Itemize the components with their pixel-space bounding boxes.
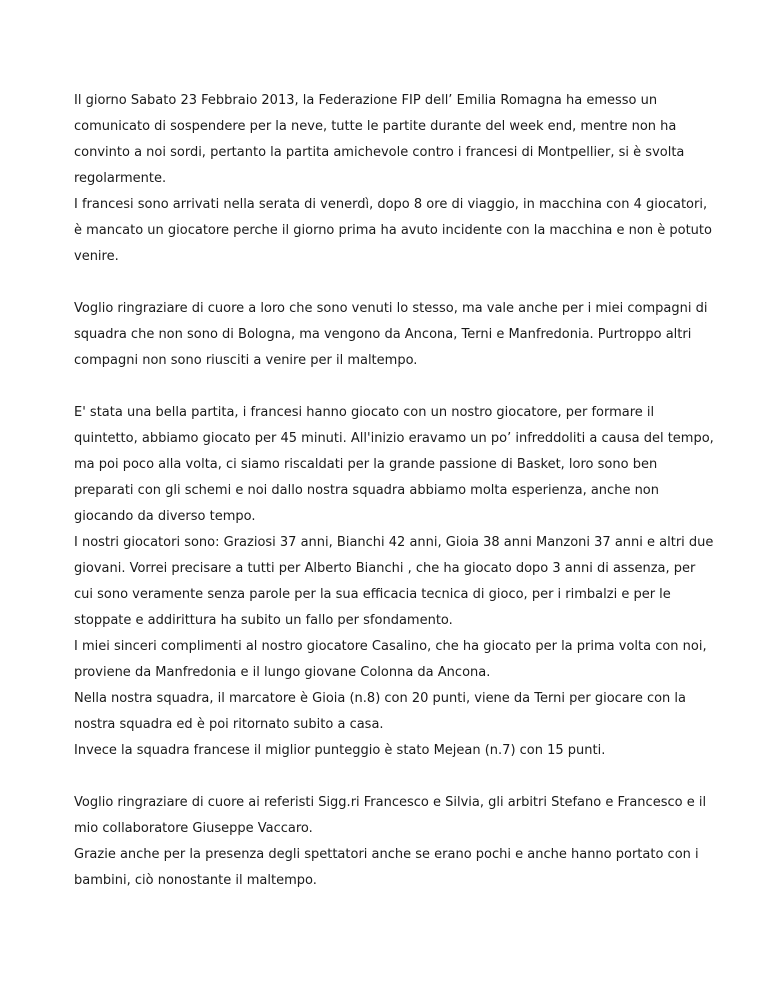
- paragraph: I nostri giocatori sono: Graziosi 37 anni, Bianchi 42 anni, Gioia 38 anni Manzoni 37 anni e altri due giovani. Vorrei precisare a tutti per Alberto Bianchi , che ha giocato dopo 3 anni di assenza, per cui sono veramente senza parole per la sua efficacia tecnica di gioco, per i rimbalzi e per le stoppate e addirittura ha subito un fallo per sfondamento.: [74, 535, 714, 628]
- paragraph: E' stata una bella partita, i francesi hanno giocato con un nostro giocatore, per formare il quintetto, abbiamo giocato per 45 minuti. All'inizio eravamo un po’ infreddoliti a causa del tempo, ma poi poco alla volta, ci siamo riscaldati per la grande passione di Basket, loro sono ben preparati con gli schemi e noi dallo nostra squadra abbiamo molta esperienza, anche non giocando da diverso tempo.: [74, 405, 714, 524]
- paragraph: Il giorno Sabato 23 Febbraio 2013, la Federazione FIP dell’ Emilia Romagna ha emesso un comunicato di sospendere per la neve, tutte le partite durante del week end, mentre non ha convinto a noi sordi, pertanto la partita amichevole contro i francesi di Montpellier, si è svolta regolarmente.: [74, 93, 685, 186]
- paragraph: Invece la squadra francese il miglior punteggio è stato Mejean (n.7) con 15 punti.: [74, 743, 606, 758]
- paragraph: Voglio ringraziare di cuore a loro che sono venuti lo stesso, ma vale anche per i miei compagni di squadra che non sono di Bologna, ma vengono da Ancona, Terni e Manfredonia. Purtroppo altri compagni non sono riusciti a venire per il maltempo.: [74, 301, 708, 368]
- paragraph: I miei sinceri complimenti al nostro giocatore Casalino, che ha giocato per la prima volta con noi, proviene da Manfredonia e il lungo giovane Colonna da Ancona.: [74, 639, 707, 680]
- paragraph: Voglio ringraziare di cuore ai referisti Sigg.ri Francesco e Silvia, gli arbitri Stefano e Francesco e il mio collaboratore Giuseppe Vaccaro.: [74, 795, 707, 836]
- paragraph: Nella nostra squadra, il marcatore è Gioia (n.8) con 20 punti, viene da Terni per giocare con la nostra squadra ed è poi ritornato subito a casa.: [74, 691, 687, 732]
- document-body: [74, 88, 714, 894]
- paragraph: I francesi sono arrivati nella serata di venerdì, dopo 8 ore di viaggio, in macchina con 4 giocatori, è mancato un giocatore perche il giorno prima ha avuto incidente con la macchina e non è potuto venire.: [74, 197, 712, 264]
- paragraph: Grazie anche per la presenza degli spettatori anche se erano pochi e anche hanno portato con i bambini, ciò nonostante il maltempo.: [74, 847, 699, 888]
